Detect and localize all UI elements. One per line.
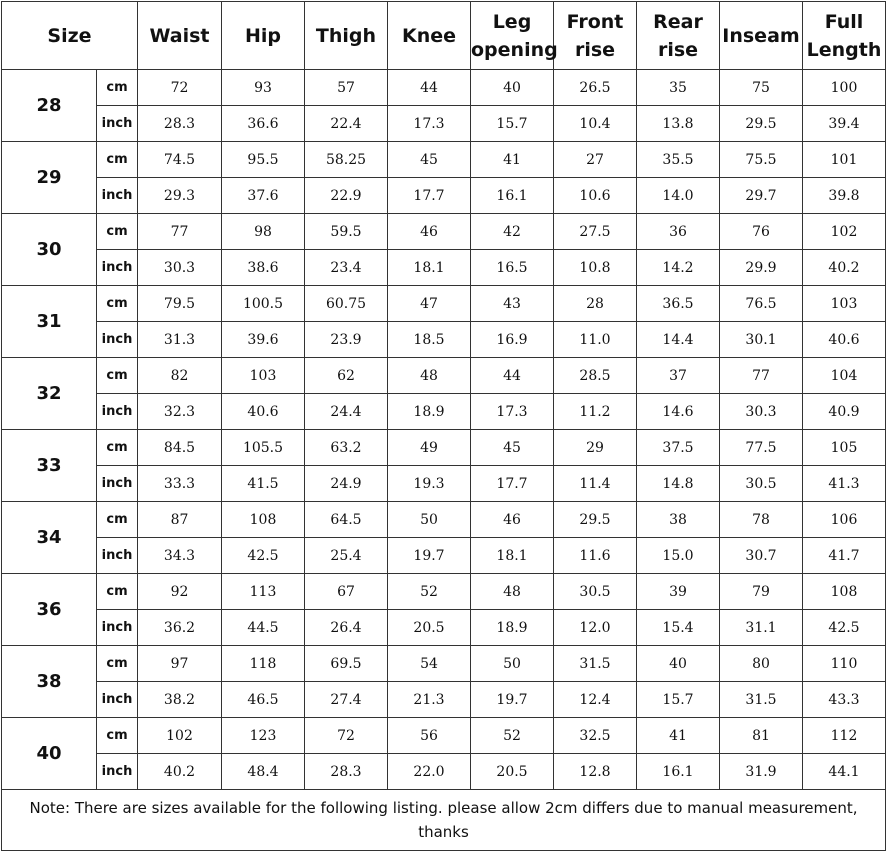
table-row <box>2 322 886 358</box>
value-cell: 29 <box>554 430 637 466</box>
value-cell: 20.5 <box>471 754 554 790</box>
size-cell: 38 <box>2 646 97 718</box>
table-row <box>2 610 886 646</box>
value-cell: 18.9 <box>388 394 471 430</box>
value-cell: 108 <box>222 502 305 538</box>
value-cell: 50 <box>471 646 554 682</box>
value-cell: 113 <box>222 574 305 610</box>
value-cell: 45 <box>471 430 554 466</box>
value-cell: 20.5 <box>388 610 471 646</box>
size-cell: 33 <box>2 430 97 502</box>
value-cell: 75 <box>720 70 803 106</box>
value-cell: 49 <box>388 430 471 466</box>
value-cell: 44.1 <box>803 754 886 790</box>
value-cell: 21.3 <box>388 682 471 718</box>
value-cell: 12.0 <box>554 610 637 646</box>
value-cell: 62 <box>305 358 388 394</box>
value-cell: 80 <box>720 646 803 682</box>
value-cell: 31.5 <box>554 646 637 682</box>
value-cell: 44.5 <box>222 610 305 646</box>
value-cell: 50 <box>388 502 471 538</box>
table-row <box>2 502 886 538</box>
value-cell: 24.9 <box>305 466 388 502</box>
value-cell: 97 <box>138 646 222 682</box>
unit-cell: inch <box>97 754 138 790</box>
value-cell: 30.1 <box>720 322 803 358</box>
value-cell: 28.5 <box>554 358 637 394</box>
table-row <box>2 286 886 322</box>
value-cell: 31.9 <box>720 754 803 790</box>
value-cell: 76 <box>720 214 803 250</box>
value-cell: 15.4 <box>637 610 720 646</box>
value-cell: 41.3 <box>803 466 886 502</box>
value-cell: 33.3 <box>138 466 222 502</box>
value-cell: 38.2 <box>138 682 222 718</box>
value-cell: 27.5 <box>554 214 637 250</box>
value-cell: 14.6 <box>637 394 720 430</box>
size-chart-table <box>1 1 886 851</box>
value-cell: 77 <box>138 214 222 250</box>
note-row <box>2 790 886 851</box>
unit-cell: cm <box>97 502 138 538</box>
value-cell: 118 <box>222 646 305 682</box>
unit-cell: inch <box>97 538 138 574</box>
value-cell: 18.9 <box>471 610 554 646</box>
value-cell: 102 <box>138 718 222 754</box>
value-cell: 17.3 <box>388 106 471 142</box>
value-cell: 77.5 <box>720 430 803 466</box>
value-cell: 112 <box>803 718 886 754</box>
table-row <box>2 214 886 250</box>
value-cell: 22.4 <box>305 106 388 142</box>
value-cell: 105 <box>803 430 886 466</box>
value-cell: 16.5 <box>471 250 554 286</box>
value-cell: 76.5 <box>720 286 803 322</box>
value-cell: 38 <box>637 502 720 538</box>
value-cell: 106 <box>803 502 886 538</box>
unit-cell: cm <box>97 286 138 322</box>
value-cell: 39.8 <box>803 178 886 214</box>
value-cell: 54 <box>388 646 471 682</box>
value-cell: 48.4 <box>222 754 305 790</box>
value-cell: 10.8 <box>554 250 637 286</box>
value-cell: 29.5 <box>554 502 637 538</box>
column-header: Full Length <box>803 2 886 70</box>
value-cell: 22.0 <box>388 754 471 790</box>
value-cell: 48 <box>388 358 471 394</box>
value-cell: 17.3 <box>471 394 554 430</box>
value-cell: 11.2 <box>554 394 637 430</box>
value-cell: 60.75 <box>305 286 388 322</box>
value-cell: 19.7 <box>388 538 471 574</box>
value-cell: 14.0 <box>637 178 720 214</box>
value-cell: 31.1 <box>720 610 803 646</box>
unit-cell: inch <box>97 610 138 646</box>
value-cell: 39.6 <box>222 322 305 358</box>
value-cell: 28.3 <box>305 754 388 790</box>
value-cell: 40.6 <box>803 322 886 358</box>
table-row <box>2 106 886 142</box>
value-cell: 79.5 <box>138 286 222 322</box>
value-cell: 81 <box>720 718 803 754</box>
table-row <box>2 574 886 610</box>
table-row <box>2 754 886 790</box>
value-cell: 40.9 <box>803 394 886 430</box>
table-row <box>2 250 886 286</box>
unit-cell: inch <box>97 682 138 718</box>
unit-cell: cm <box>97 358 138 394</box>
value-cell: 26.4 <box>305 610 388 646</box>
table-row <box>2 142 886 178</box>
value-cell: 39 <box>637 574 720 610</box>
value-cell: 52 <box>471 718 554 754</box>
value-cell: 29.5 <box>720 106 803 142</box>
size-cell: 29 <box>2 142 97 214</box>
value-cell: 56 <box>388 718 471 754</box>
unit-cell: inch <box>97 178 138 214</box>
value-cell: 57 <box>305 70 388 106</box>
value-cell: 72 <box>305 718 388 754</box>
value-cell: 26.5 <box>554 70 637 106</box>
value-cell: 30.3 <box>138 250 222 286</box>
unit-cell: cm <box>97 430 138 466</box>
value-cell: 63.2 <box>305 430 388 466</box>
unit-cell: cm <box>97 574 138 610</box>
value-cell: 41.5 <box>222 466 305 502</box>
size-cell: 31 <box>2 286 97 358</box>
value-cell: 40.2 <box>803 250 886 286</box>
value-cell: 58.25 <box>305 142 388 178</box>
value-cell: 105.5 <box>222 430 305 466</box>
value-cell: 46 <box>471 502 554 538</box>
value-cell: 43.3 <box>803 682 886 718</box>
value-cell: 102 <box>803 214 886 250</box>
value-cell: 36.6 <box>222 106 305 142</box>
column-header: Rear rise <box>637 2 720 70</box>
value-cell: 84.5 <box>138 430 222 466</box>
size-cell: 30 <box>2 214 97 286</box>
value-cell: 36.2 <box>138 610 222 646</box>
value-cell: 14.2 <box>637 250 720 286</box>
unit-cell: cm <box>97 70 138 106</box>
value-cell: 15.7 <box>637 682 720 718</box>
value-cell: 30.5 <box>720 466 803 502</box>
value-cell: 12.8 <box>554 754 637 790</box>
value-cell: 31.5 <box>720 682 803 718</box>
value-cell: 93 <box>222 70 305 106</box>
value-cell: 37.5 <box>637 430 720 466</box>
value-cell: 95.5 <box>222 142 305 178</box>
value-cell: 46.5 <box>222 682 305 718</box>
value-cell: 16.9 <box>471 322 554 358</box>
value-cell: 35.5 <box>637 142 720 178</box>
column-header: Inseam <box>720 2 803 70</box>
value-cell: 17.7 <box>471 466 554 502</box>
value-cell: 87 <box>138 502 222 538</box>
value-cell: 42.5 <box>222 538 305 574</box>
value-cell: 35 <box>637 70 720 106</box>
value-cell: 17.7 <box>388 178 471 214</box>
unit-cell: inch <box>97 394 138 430</box>
unit-cell: cm <box>97 718 138 754</box>
value-cell: 64.5 <box>305 502 388 538</box>
value-cell: 37 <box>637 358 720 394</box>
value-cell: 36 <box>637 214 720 250</box>
value-cell: 100 <box>803 70 886 106</box>
value-cell: 44 <box>388 70 471 106</box>
column-header: Front rise <box>554 2 637 70</box>
column-header: Hip <box>222 2 305 70</box>
unit-cell: inch <box>97 106 138 142</box>
value-cell: 28 <box>554 286 637 322</box>
unit-cell: inch <box>97 322 138 358</box>
value-cell: 75.5 <box>720 142 803 178</box>
value-cell: 13.8 <box>637 106 720 142</box>
value-cell: 15.0 <box>637 538 720 574</box>
value-cell: 29.9 <box>720 250 803 286</box>
value-cell: 19.7 <box>471 682 554 718</box>
value-cell: 22.9 <box>305 178 388 214</box>
table-row <box>2 538 886 574</box>
value-cell: 11.6 <box>554 538 637 574</box>
value-cell: 30.5 <box>554 574 637 610</box>
value-cell: 82 <box>138 358 222 394</box>
value-cell: 32.5 <box>554 718 637 754</box>
value-cell: 45 <box>388 142 471 178</box>
value-cell: 40 <box>471 70 554 106</box>
value-cell: 24.4 <box>305 394 388 430</box>
value-cell: 29.3 <box>138 178 222 214</box>
column-header: Thigh <box>305 2 388 70</box>
unit-cell: cm <box>97 214 138 250</box>
value-cell: 34.3 <box>138 538 222 574</box>
value-cell: 42.5 <box>803 610 886 646</box>
unit-cell: cm <box>97 142 138 178</box>
value-cell: 14.4 <box>637 322 720 358</box>
value-cell: 11.4 <box>554 466 637 502</box>
value-cell: 19.3 <box>388 466 471 502</box>
table-row <box>2 718 886 754</box>
value-cell: 37.6 <box>222 178 305 214</box>
value-cell: 15.7 <box>471 106 554 142</box>
value-cell: 42 <box>471 214 554 250</box>
value-cell: 11.0 <box>554 322 637 358</box>
unit-cell: inch <box>97 250 138 286</box>
value-cell: 52 <box>388 574 471 610</box>
size-cell: 28 <box>2 70 97 142</box>
value-cell: 40.2 <box>138 754 222 790</box>
value-cell: 38.6 <box>222 250 305 286</box>
chart-body <box>2 70 886 790</box>
value-cell: 67 <box>305 574 388 610</box>
value-cell: 12.4 <box>554 682 637 718</box>
value-cell: 29.7 <box>720 178 803 214</box>
value-cell: 25.4 <box>305 538 388 574</box>
value-cell: 43 <box>471 286 554 322</box>
value-cell: 10.6 <box>554 178 637 214</box>
value-cell: 78 <box>720 502 803 538</box>
value-cell: 92 <box>138 574 222 610</box>
value-cell: 28.3 <box>138 106 222 142</box>
value-cell: 44 <box>471 358 554 394</box>
value-cell: 108 <box>803 574 886 610</box>
value-cell: 32.3 <box>138 394 222 430</box>
value-cell: 47 <box>388 286 471 322</box>
value-cell: 18.5 <box>388 322 471 358</box>
value-cell: 110 <box>803 646 886 682</box>
value-cell: 46 <box>388 214 471 250</box>
value-cell: 69.5 <box>305 646 388 682</box>
column-header: Knee <box>388 2 471 70</box>
value-cell: 23.9 <box>305 322 388 358</box>
value-cell: 16.1 <box>471 178 554 214</box>
note-text: Note: There are sizes available for the following listing. please allow 2cm differs due to manual measurement, thanks <box>2 790 886 851</box>
value-cell: 103 <box>803 286 886 322</box>
value-cell: 30.3 <box>720 394 803 430</box>
value-cell: 40 <box>637 646 720 682</box>
column-header: Leg opening <box>471 2 554 70</box>
value-cell: 23.4 <box>305 250 388 286</box>
value-cell: 39.4 <box>803 106 886 142</box>
value-cell: 72 <box>138 70 222 106</box>
value-cell: 41 <box>471 142 554 178</box>
value-cell: 100.5 <box>222 286 305 322</box>
column-header: Size <box>2 2 138 70</box>
value-cell: 36.5 <box>637 286 720 322</box>
size-cell: 34 <box>2 502 97 574</box>
value-cell: 98 <box>222 214 305 250</box>
value-cell: 18.1 <box>388 250 471 286</box>
size-cell: 36 <box>2 574 97 646</box>
value-cell: 103 <box>222 358 305 394</box>
value-cell: 18.1 <box>471 538 554 574</box>
value-cell: 27.4 <box>305 682 388 718</box>
value-cell: 59.5 <box>305 214 388 250</box>
header-row <box>2 2 886 70</box>
value-cell: 41.7 <box>803 538 886 574</box>
value-cell: 40.6 <box>222 394 305 430</box>
table-row <box>2 430 886 466</box>
value-cell: 79 <box>720 574 803 610</box>
value-cell: 101 <box>803 142 886 178</box>
value-cell: 27 <box>554 142 637 178</box>
unit-cell: cm <box>97 646 138 682</box>
value-cell: 77 <box>720 358 803 394</box>
value-cell: 104 <box>803 358 886 394</box>
table-row <box>2 682 886 718</box>
value-cell: 14.8 <box>637 466 720 502</box>
column-header: Waist <box>138 2 222 70</box>
size-cell: 32 <box>2 358 97 430</box>
value-cell: 41 <box>637 718 720 754</box>
value-cell: 16.1 <box>637 754 720 790</box>
unit-cell: inch <box>97 466 138 502</box>
table-row <box>2 70 886 106</box>
value-cell: 10.4 <box>554 106 637 142</box>
value-cell: 31.3 <box>138 322 222 358</box>
table-row <box>2 358 886 394</box>
table-row <box>2 646 886 682</box>
table-row <box>2 394 886 430</box>
value-cell: 30.7 <box>720 538 803 574</box>
table-row <box>2 178 886 214</box>
size-cell: 40 <box>2 718 97 790</box>
value-cell: 123 <box>222 718 305 754</box>
value-cell: 74.5 <box>138 142 222 178</box>
value-cell: 48 <box>471 574 554 610</box>
table-row <box>2 466 886 502</box>
